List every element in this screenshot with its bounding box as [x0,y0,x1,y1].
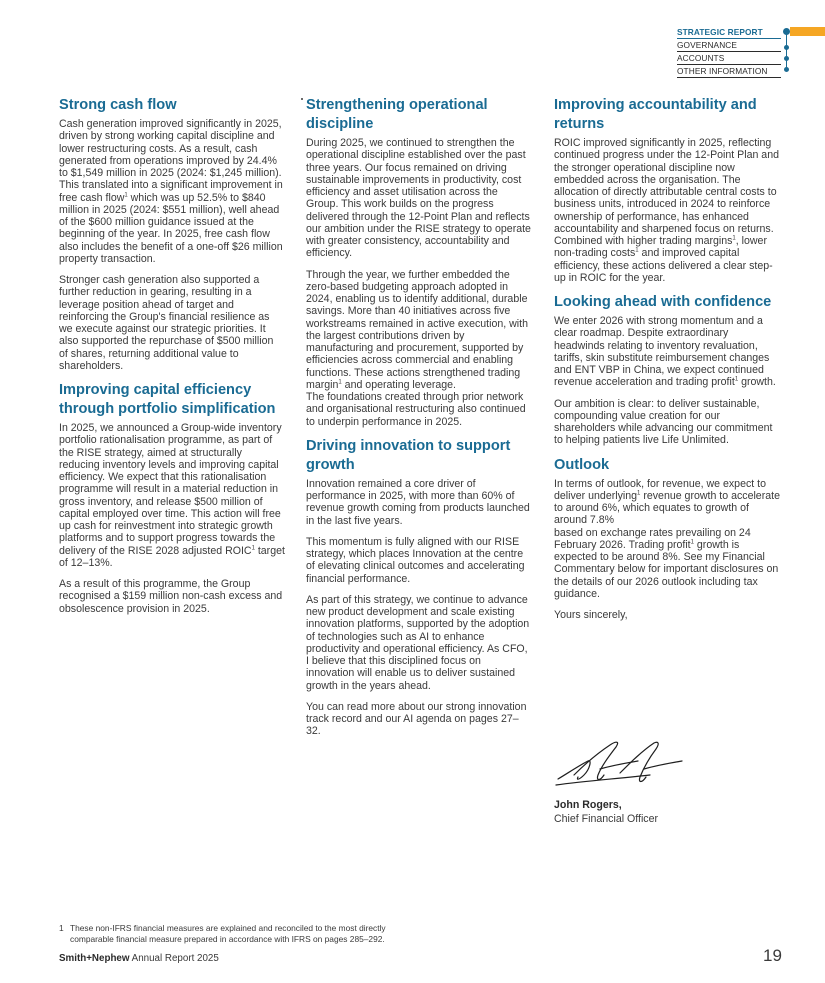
signer-name: John Rogers, [554,799,622,811]
heading-capital-efficiency: Improving capital efficiency through portfolio simplification [59,382,276,417]
paragraph: Stronger cash generation also supported a further reduction in gearing, resulting in a leverage position ahead of target and reinforcing the Group's financial resilience as we execute against our strategic priorities. It also supported the repurchase of $500 million of shares, returning additional value to shareholders. [59,274,274,372]
heading-strong-cash-flow: Strong cash flow [59,97,177,113]
nav-dot-icon [784,45,789,50]
signer-block [554,798,658,826]
footnote-line: comparable financial measure prepared in accordance with IFRS on pages 285–292. [70,933,385,944]
heading-operational-discipline: Strengthening operational discipline [306,97,488,132]
signature-icon [554,735,688,791]
closing-salutation: Yours sincerely, [554,609,628,621]
paragraph: As a result of this programme, the Group recognised a $159 million non-cash excess and obsolescence provision in 2025. [59,578,283,615]
nav-governance[interactable]: GOVERNANCE [677,39,781,52]
paragraph: ROIC improved significantly in 2025, reflecting continued progress under the 12-Point Plan and the stronger operational discipline now embedded across the organisation. The allocation of directly attributable central costs to business units, introduced in 2024 to reinforce ownership of performance, has enhanced accountability and sharpened focus on returns. Combined with higher trading margins$^1$, lower non-trading costs$^1$ and improved capital efficiency, these actions delivered a clear step-up in ROIC for the year. [554,137,779,284]
paragraph: As part of this strategy, we continue to advance new product development and scale existing innovation platforms, supported by the adoption of technologies such as AI to enhance productivity and operational efficiency. As CFO, I believe that this disciplined focus on innovation will enable us to deliver sustained growth in the years ahead. [306,593,530,692]
section-nav [677,26,781,78]
heading-driving-innovation: Driving innovation to support growth [306,437,511,473]
column-1 [59,96,285,624]
footnote [59,923,519,944]
nav-indicator-line [786,33,787,71]
nav-dot-icon [784,67,789,72]
signer-title: Chief Financial Officer [554,813,659,825]
paragraph: Cash generation improved significantly in 2025, driven by strong working capital discipline and lower restructuring costs. As a result, cash generated from operations improved by 24.4% to $1,549 million in 2025 (2024: $1,245 million). This translated into a significant improvement in free cash flow$^1$ which was up 52.5% to $840 million in 2025 (2024: $551 million), well ahead of the $600 million guidance issued at the beginning of the year. In 2025, free cash flow also includes the benefit of a one-off $26 million property transaction. [59,118,283,265]
footnote-number: 1 [59,923,64,933]
column-marker [301,98,303,100]
report-title: Annual Report 2025 [129,953,219,964]
heading-accountability-returns: Improving accountability and returns [554,97,757,132]
paragraph: In 2025, we announced a Group-wide inventory portfolio rationalisation programme, as part of the RISE strategy, aimed at structurally reducing inventory levels and improving capital efficiency. We expect that this rationalisation programme will result in a material reduction in gross inventory, and release $500 million of capital employed over time. This action will free up cash for reinvestment into strategic growth platforms and to support progress towards the delivery of the RISE 2028 adjusted ROIC$^1$ target of 12–13%. [59,422,285,569]
heading-looking-ahead: Looking ahead with confidence [554,294,772,310]
nav-active-dot-icon [783,28,790,35]
page-footer [59,953,219,964]
paragraph: During 2025, we continued to strengthen the operational discipline established over the past three years. Our focus remained on driving sustainable improvements in productivity, cost efficiency and asset utilisation across the Group. This work builds on the progress delivered through the 12-Point Plan and reflects our ambition under the RISE strategy to operate with greater consistency, accountability and efficiency. [306,137,531,260]
nav-strategic-report[interactable]: STRATEGIC REPORT [677,26,781,39]
paragraph: In terms of outlook, for revenue, we expect to deliver underlying$^1$ revenue growth to accelerate to around 6%, which equates to growth of around 7.8% based on exchange rates prevailing on 24 February 2026. Trading profit$^1$ growth is expected to be around 8%. See my Financial Commentary below for important disclosures on the details of our 2026 outlook including tax guidance. [554,477,780,600]
footnote-line: These non-IFRS financial measures are explained and reconciled to the most directly [70,923,386,933]
heading-outlook: Outlook [554,456,610,473]
column-2 [306,96,532,747]
nav-dot-icon [784,56,789,61]
nav-accounts[interactable]: ACCOUNTS [677,52,781,65]
paragraph: Innovation remained a core driver of performance in 2025, with more than 60% of revenue growth coming from products launched in the last five years. [306,477,530,527]
column-3 [554,96,780,630]
brand-name: Smith+Nephew [59,953,130,964]
page-number: 19 [763,946,782,965]
paragraph: Through the year, we further embedded the zero-based budgeting approach adopted in 2024, enabling us to identify additional, durable savings. More than 40 initiatives across five workstreams remained in active execution, with the largest contributions driven by manufacturing and procurement, supported by efficiencies across commercial and enabling functions. These actions strengthened trading margin$^1$ and operating leverage. The foundations created through prior network and organisational restructuring also continued to underpin performance in 2025. [306,268,528,428]
nav-other-information[interactable]: OTHER INFORMATION [677,65,781,78]
section-color-tab [790,27,825,36]
paragraph: Our ambition is clear: to deliver sustainable, compounding value creation for our shareholders while advancing our commitment to helping patients live Life Unlimited. [554,397,773,447]
paragraph: This momentum is fully aligned with our RISE strategy, which places Innovation at the centre of elevating clinical outcomes and accelerating financial performance. [306,535,525,585]
paragraph: We enter 2026 with strong momentum and a clear roadmap. Despite extraordinary headwinds relating to inventory revaluation, tariffs, skin substitute reimbursement changes and ENT VBP in China, we expect continued revenue acceleration and trading profit$^1$ growth. [554,315,776,389]
paragraph: You can read more about our strong innovation track record and our AI agenda on pages 27–32. [306,700,527,738]
